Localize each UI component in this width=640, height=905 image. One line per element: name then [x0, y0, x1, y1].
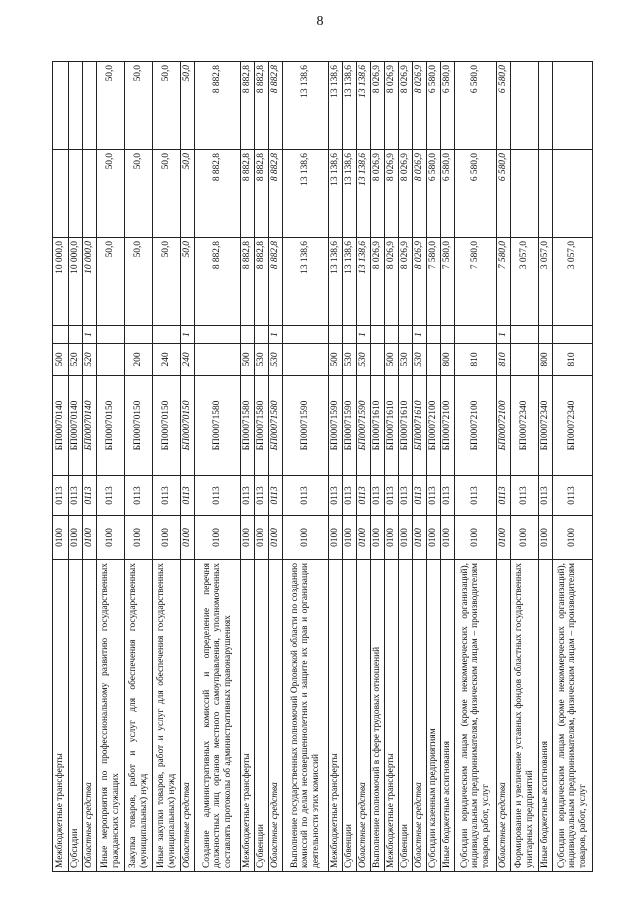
table-row: [357, 62, 371, 872]
cell-amount-3: [69, 62, 83, 150]
cell-section-code: 0100: [69, 516, 83, 560]
cell-section-code: 0100: [283, 516, 329, 560]
cell-amount-2: [83, 150, 97, 238]
cell-subsection-code: 0113: [255, 476, 269, 516]
cell-amount-1: 50,0: [153, 238, 181, 326]
cell-description: Создание административных комиссий и определение перечня должностных лиц органов местного самоуправления, уполномоченных составлять протоколы об административных правонарушениях: [195, 560, 241, 872]
cell-subsection-code: 0113: [413, 476, 427, 516]
cell-amount-3: 8 026,9: [385, 62, 399, 150]
cell-description: Иные бюджетные ассигнования: [441, 560, 455, 872]
cell-description: Межбюджетные трансферты: [385, 560, 399, 872]
cell-target-article: БП00072100: [455, 376, 497, 476]
cell-expense-type: [371, 344, 385, 376]
cell-amount-1: 10 000,0: [69, 238, 83, 326]
cell-amount-3: 6 580,0: [427, 62, 441, 150]
table-row: [195, 62, 241, 872]
cell-amount-2: 13 138,6: [343, 150, 357, 238]
table-row: [255, 62, 269, 872]
cell-funding-source: [255, 326, 269, 344]
table-row: [283, 62, 329, 872]
cell-funding-source: [385, 326, 399, 344]
cell-description: Иные бюджетные ассигнования: [539, 560, 553, 872]
cell-funding-source: [539, 326, 553, 344]
budget-table: [52, 61, 593, 872]
cell-amount-3: [539, 62, 553, 150]
cell-expense-type: 240: [153, 344, 181, 376]
cell-section-code: 0100: [427, 516, 441, 560]
cell-amount-1: 3 057,0: [553, 238, 593, 326]
cell-description: Субсидии юридическим лицам (кроме некоммерческих организаций), индивидуальным предпринимателям, физическим лицам – производителям товаров, работ, услуг: [553, 560, 593, 872]
cell-expense-type: 520: [69, 344, 83, 376]
cell-subsection-code: 0113: [329, 476, 343, 516]
cell-section-code: 0100: [385, 516, 399, 560]
cell-subsection-code: 0113: [195, 476, 241, 516]
cell-description: Областные средства: [181, 560, 195, 872]
cell-subsection-code: 0113: [399, 476, 413, 516]
cell-funding-source: [371, 326, 385, 344]
cell-amount-1: 8 882,8: [255, 238, 269, 326]
cell-section-code: 0100: [539, 516, 553, 560]
cell-subsection-code: 0113: [441, 476, 455, 516]
cell-section-code: 0100: [455, 516, 497, 560]
table-row: [83, 62, 97, 872]
cell-target-article: БП00071580: [241, 376, 255, 476]
cell-target-article: БП00071610: [385, 376, 399, 476]
table-row: [553, 62, 593, 872]
cell-description: Иные закупки товаров, работ и услуг для обеспечения государственных (муниципальных) нужд: [153, 560, 181, 872]
cell-section-code: 0100: [97, 516, 125, 560]
cell-amount-1: 8 882,8: [195, 238, 241, 326]
cell-description: Областные средства: [83, 560, 97, 872]
table-row: [539, 62, 553, 872]
cell-amount-2: [511, 150, 539, 238]
cell-description: Субсидии юридическим лицам (кроме некоммерческих организаций), индивидуальным предпринимателям, физическим лицам – производителям товаров, работ, услуг: [455, 560, 497, 872]
cell-subsection-code: 0113: [511, 476, 539, 516]
cell-section-code: 0100: [269, 516, 283, 560]
cell-expense-type: 810: [455, 344, 497, 376]
cell-section-code: 0100: [329, 516, 343, 560]
cell-target-article: БП00071580: [255, 376, 269, 476]
cell-funding-source: [53, 326, 69, 344]
cell-funding-source: 1: [269, 326, 283, 344]
cell-subsection-code: 0113: [181, 476, 195, 516]
cell-expense-type: [283, 344, 329, 376]
cell-amount-2: 8 026,9: [385, 150, 399, 238]
cell-expense-type: 810: [553, 344, 593, 376]
rotated-page-content: [52, 62, 588, 872]
cell-target-article: БП00072100: [427, 376, 441, 476]
table-row: [343, 62, 357, 872]
cell-subsection-code: 0113: [427, 476, 441, 516]
cell-description: Областные средства: [413, 560, 427, 872]
cell-amount-3: 50,0: [153, 62, 181, 150]
cell-expense-type: 500: [385, 344, 399, 376]
cell-funding-source: [125, 326, 153, 344]
table-row: [241, 62, 255, 872]
cell-amount-2: [539, 150, 553, 238]
cell-description: Субсидии: [69, 560, 83, 872]
table-row: [125, 62, 153, 872]
table-row: [269, 62, 283, 872]
cell-funding-source: [241, 326, 255, 344]
cell-funding-source: [441, 326, 455, 344]
table-row: [511, 62, 539, 872]
cell-amount-2: 50,0: [153, 150, 181, 238]
cell-description: Субсидии казенным предприятиям: [427, 560, 441, 872]
cell-amount-3: 13 138,6: [283, 62, 329, 150]
cell-amount-2: 6 580,0: [441, 150, 455, 238]
cell-description: Выполнение государственных полномочий Орловской области по созданию комиссий по делам несовершеннолетних и защите их прав и организации деятельности этих комиссий: [283, 560, 329, 872]
cell-subsection-code: 0113: [539, 476, 553, 516]
cell-section-code: 0100: [553, 516, 593, 560]
cell-amount-3: 50,0: [125, 62, 153, 150]
cell-description: Межбюджетные трансферты: [241, 560, 255, 872]
cell-subsection-code: 0113: [385, 476, 399, 516]
cell-amount-3: 50,0: [97, 62, 125, 150]
cell-amount-3: [553, 62, 593, 150]
cell-expense-type: 810: [497, 344, 511, 376]
cell-target-article: БП00070140: [69, 376, 83, 476]
cell-amount-2: 6 580,0: [497, 150, 511, 238]
cell-amount-3: 6 580,0: [497, 62, 511, 150]
cell-description: Областные средства: [497, 560, 511, 872]
cell-amount-1: 13 138,6: [343, 238, 357, 326]
table-row: [153, 62, 181, 872]
cell-amount-1: 8 026,9: [413, 238, 427, 326]
cell-funding-source: [399, 326, 413, 344]
cell-amount-1: 8 026,9: [385, 238, 399, 326]
cell-amount-2: 13 138,6: [283, 150, 329, 238]
cell-amount-3: 8 026,9: [399, 62, 413, 150]
cell-section-code: 0100: [181, 516, 195, 560]
page-number: 8: [316, 14, 324, 29]
cell-funding-source: 1: [413, 326, 427, 344]
cell-subsection-code: 0113: [343, 476, 357, 516]
cell-target-article: БП00070150: [181, 376, 195, 476]
cell-amount-2: 13 138,6: [357, 150, 371, 238]
cell-description: Иные мероприятия по профессиональному развитию государственных гражданских служащих: [97, 560, 125, 872]
cell-target-article: БП00072340: [539, 376, 553, 476]
cell-funding-source: 1: [497, 326, 511, 344]
cell-section-code: 0100: [371, 516, 385, 560]
cell-expense-type: 500: [53, 344, 69, 376]
cell-description: Межбюджетные трансферты: [53, 560, 69, 872]
cell-section-code: 0100: [241, 516, 255, 560]
cell-amount-3: 8 026,9: [371, 62, 385, 150]
cell-funding-source: [343, 326, 357, 344]
cell-funding-source: [195, 326, 241, 344]
cell-amount-2: 6 580,0: [455, 150, 497, 238]
cell-expense-type: 530: [399, 344, 413, 376]
cell-section-code: 0100: [83, 516, 97, 560]
table-row: [497, 62, 511, 872]
cell-section-code: 0100: [399, 516, 413, 560]
table-row: [69, 62, 83, 872]
cell-section-code: 0100: [125, 516, 153, 560]
cell-description: Областные средства: [269, 560, 283, 872]
cell-section-code: 0100: [413, 516, 427, 560]
cell-amount-1: 8 882,8: [269, 238, 283, 326]
cell-amount-3: [83, 62, 97, 150]
cell-section-code: 0100: [357, 516, 371, 560]
cell-amount-1: 13 138,6: [357, 238, 371, 326]
cell-description: Межбюджетные трансферты: [329, 560, 343, 872]
table-row: [455, 62, 497, 872]
cell-expense-type: [427, 344, 441, 376]
cell-amount-2: 8 882,8: [241, 150, 255, 238]
cell-amount-1: 7 580,0: [427, 238, 441, 326]
cell-target-article: БП00071610: [399, 376, 413, 476]
cell-description: Выполнение полномочий в сфере трудовых отношений: [371, 560, 385, 872]
cell-subsection-code: 0113: [371, 476, 385, 516]
cell-expense-type: 500: [241, 344, 255, 376]
cell-section-code: 0100: [511, 516, 539, 560]
cell-amount-1: 7 580,0: [455, 238, 497, 326]
cell-amount-1: 8 026,9: [371, 238, 385, 326]
cell-funding-source: [329, 326, 343, 344]
cell-funding-source: [69, 326, 83, 344]
cell-target-article: БП00071610: [371, 376, 385, 476]
cell-funding-source: [283, 326, 329, 344]
cell-amount-3: 13 138,6: [357, 62, 371, 150]
cell-expense-type: 200: [125, 344, 153, 376]
cell-subsection-code: 0113: [497, 476, 511, 516]
cell-amount-3: 13 138,6: [343, 62, 357, 150]
cell-target-article: БП00071610: [413, 376, 427, 476]
cell-section-code: 0100: [195, 516, 241, 560]
cell-expense-type: 800: [539, 344, 553, 376]
cell-expense-type: [195, 344, 241, 376]
cell-amount-3: 13 138,6: [329, 62, 343, 150]
cell-amount-2: 8 026,9: [399, 150, 413, 238]
cell-amount-3: 8 882,8: [241, 62, 255, 150]
cell-expense-type: 530: [357, 344, 371, 376]
cell-subsection-code: 0113: [125, 476, 153, 516]
cell-funding-source: [511, 326, 539, 344]
cell-section-code: 0100: [343, 516, 357, 560]
cell-target-article: БП00070140: [53, 376, 69, 476]
cell-funding-source: 1: [181, 326, 195, 344]
cell-subsection-code: 0113: [153, 476, 181, 516]
cell-section-code: 0100: [497, 516, 511, 560]
cell-description: Субвенции: [399, 560, 413, 872]
cell-amount-3: [53, 62, 69, 150]
cell-amount-3: 8 026,9: [413, 62, 427, 150]
cell-amount-1: 50,0: [181, 238, 195, 326]
cell-description: Областные средства: [357, 560, 371, 872]
cell-amount-2: 8 882,8: [195, 150, 241, 238]
table-row: [385, 62, 399, 872]
table-row: [441, 62, 455, 872]
cell-amount-2: [53, 150, 69, 238]
cell-target-article: БП00072100: [497, 376, 511, 476]
cell-target-article: БП00070150: [97, 376, 125, 476]
cell-expense-type: 800: [441, 344, 455, 376]
cell-amount-1: 10 000,0: [83, 238, 97, 326]
cell-amount-1: 50,0: [125, 238, 153, 326]
cell-subsection-code: 0113: [83, 476, 97, 516]
cell-amount-2: 8 882,8: [255, 150, 269, 238]
cell-subsection-code: 0113: [241, 476, 255, 516]
table-row: [181, 62, 195, 872]
cell-subsection-code: 0113: [357, 476, 371, 516]
table-row: [53, 62, 69, 872]
cell-expense-type: 530: [343, 344, 357, 376]
cell-subsection-code: 0113: [283, 476, 329, 516]
cell-expense-type: [97, 344, 125, 376]
cell-amount-2: 13 138,6: [329, 150, 343, 238]
cell-amount-1: 13 138,6: [283, 238, 329, 326]
cell-target-article: БП00071580: [195, 376, 241, 476]
cell-funding-source: [427, 326, 441, 344]
cell-description: Формирование и увеличение уставных фондов областных государственных унитарных предприятий: [511, 560, 539, 872]
cell-amount-1: 13 138,6: [329, 238, 343, 326]
cell-amount-3: 6 580,0: [441, 62, 455, 150]
cell-target-article: БП00072340: [553, 376, 593, 476]
cell-section-code: 0100: [53, 516, 69, 560]
cell-target-article: БП00070150: [125, 376, 153, 476]
cell-amount-2: 8 882,8: [269, 150, 283, 238]
cell-amount-2: 50,0: [181, 150, 195, 238]
cell-target-article: БП00070150: [153, 376, 181, 476]
cell-amount-2: [69, 150, 83, 238]
cell-amount-2: 8 026,9: [371, 150, 385, 238]
cell-funding-source: [553, 326, 593, 344]
cell-amount-1: 7 580,0: [441, 238, 455, 326]
cell-amount-2: [553, 150, 593, 238]
cell-target-article: БП00072340: [511, 376, 539, 476]
table-row: [97, 62, 125, 872]
cell-expense-type: 530: [255, 344, 269, 376]
cell-target-article: БП00071580: [269, 376, 283, 476]
cell-amount-1: 3 057,0: [511, 238, 539, 326]
cell-expense-type: 530: [269, 344, 283, 376]
cell-subsection-code: 0113: [97, 476, 125, 516]
cell-target-article: БП00071590: [283, 376, 329, 476]
cell-target-article: БП00071590: [343, 376, 357, 476]
cell-funding-source: 1: [357, 326, 371, 344]
cell-amount-1: 8 882,8: [241, 238, 255, 326]
cell-funding-source: [153, 326, 181, 344]
cell-subsection-code: 0113: [53, 476, 69, 516]
cell-subsection-code: 0113: [455, 476, 497, 516]
cell-funding-source: [97, 326, 125, 344]
cell-amount-2: 6 580,0: [427, 150, 441, 238]
cell-amount-3: 50,0: [181, 62, 195, 150]
cell-subsection-code: 0113: [69, 476, 83, 516]
cell-section-code: 0100: [441, 516, 455, 560]
cell-target-article: БП00071590: [329, 376, 343, 476]
cell-section-code: 0100: [255, 516, 269, 560]
cell-amount-2: 50,0: [97, 150, 125, 238]
table-row: [399, 62, 413, 872]
cell-amount-3: 6 580,0: [455, 62, 497, 150]
cell-amount-3: 8 882,8: [269, 62, 283, 150]
cell-amount-1: 8 026,9: [399, 238, 413, 326]
cell-expense-type: [511, 344, 539, 376]
table-row: [427, 62, 441, 872]
cell-amount-1: 10 000,0: [53, 238, 69, 326]
cell-amount-3: [511, 62, 539, 150]
cell-description: Субвенции: [255, 560, 269, 872]
table-row: [329, 62, 343, 872]
cell-target-article: БП00070140: [83, 376, 97, 476]
cell-amount-3: 8 882,8: [195, 62, 241, 150]
cell-amount-3: 8 882,8: [255, 62, 269, 150]
cell-description: Закупка товаров, работ и услуг для обеспечения государственных (муниципальных) нужд: [125, 560, 153, 872]
cell-section-code: 0100: [153, 516, 181, 560]
table-row: [371, 62, 385, 872]
cell-funding-source: 1: [83, 326, 97, 344]
cell-funding-source: [455, 326, 497, 344]
table-row: [413, 62, 427, 872]
cell-amount-2: 50,0: [125, 150, 153, 238]
cell-expense-type: 240: [181, 344, 195, 376]
cell-expense-type: 530: [413, 344, 427, 376]
cell-subsection-code: 0113: [553, 476, 593, 516]
cell-target-article: БП00071590: [357, 376, 371, 476]
cell-target-article: БП00072100: [441, 376, 455, 476]
cell-amount-1: 50,0: [97, 238, 125, 326]
cell-description: Субвенции: [343, 560, 357, 872]
cell-amount-1: 3 057,0: [539, 238, 553, 326]
cell-expense-type: 520: [83, 344, 97, 376]
cell-amount-2: 8 026,9: [413, 150, 427, 238]
cell-subsection-code: 0113: [269, 476, 283, 516]
cell-expense-type: 500: [329, 344, 343, 376]
cell-amount-1: 7 580,0: [497, 238, 511, 326]
